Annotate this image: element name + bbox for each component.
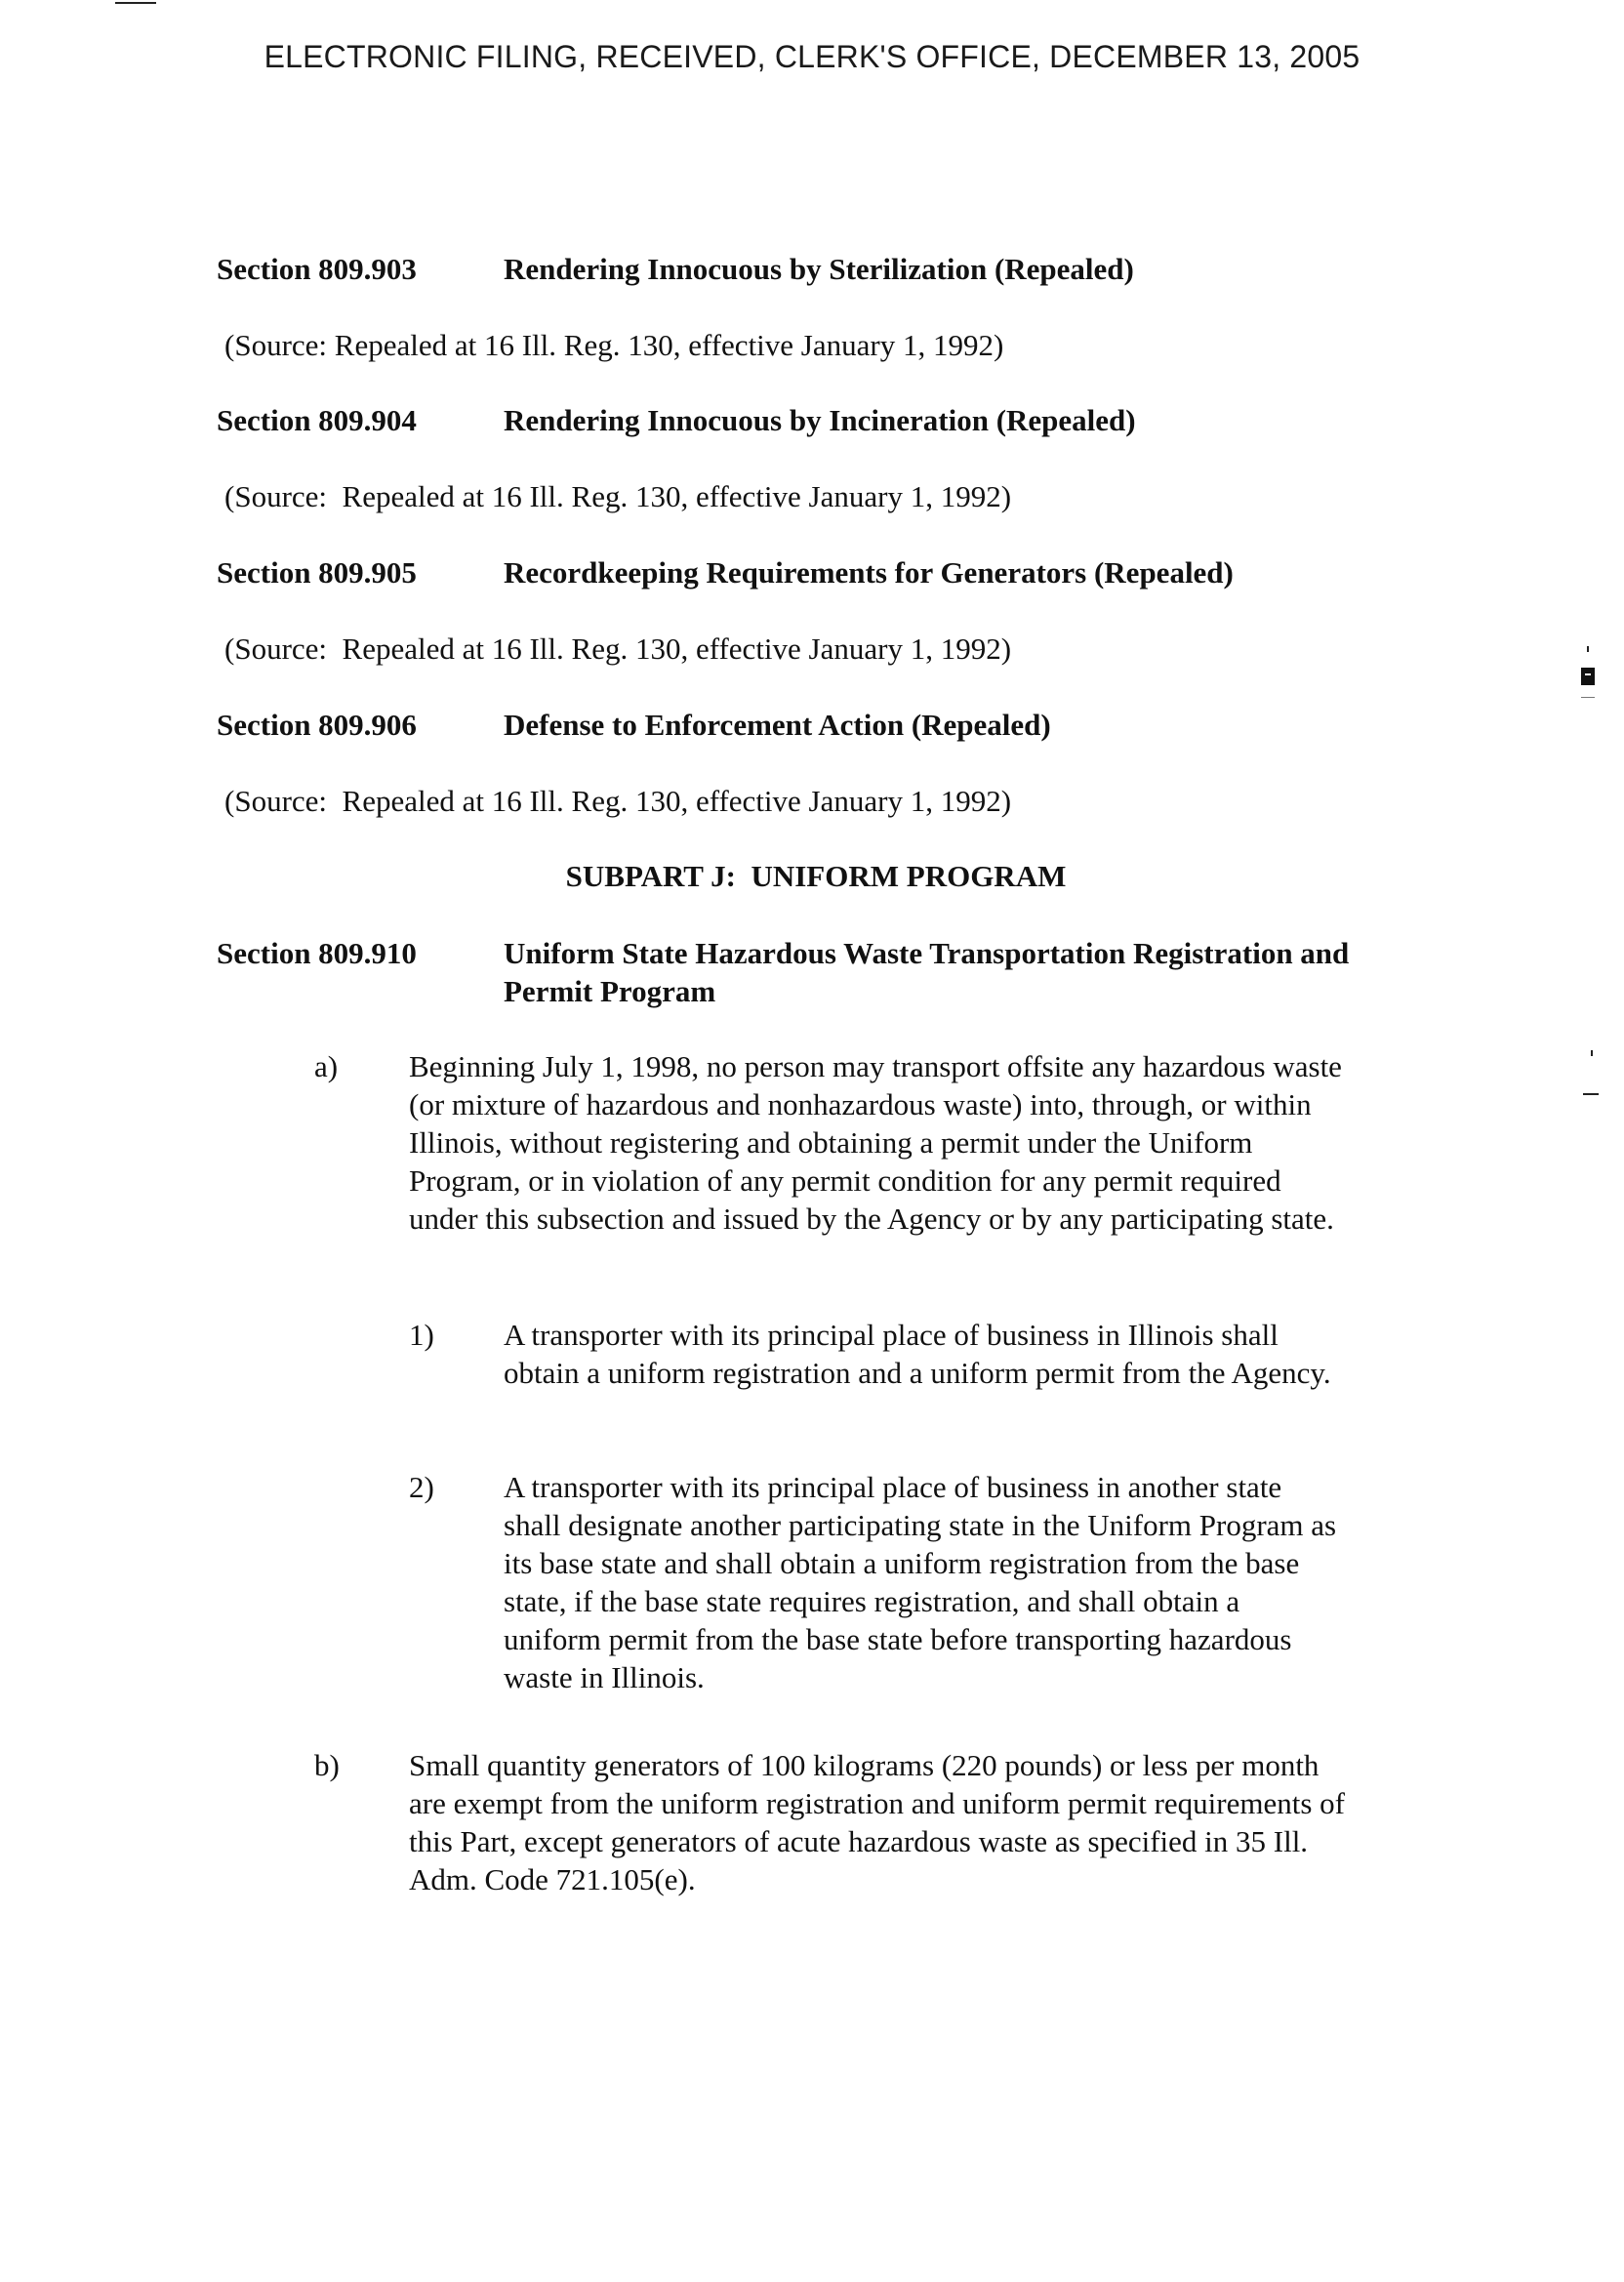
subsection-text: A transporter with its principal place of business in Illinois shall obtain a uniform registration and a uniform permit from the Agency. — [504, 1318, 1331, 1390]
subsection-text: Small quantity generators of 100 kilograms (220 pounds) or less per month are exempt from the uniform registration and uniform permit requirements of this Part, except generators of acute hazardous waste as specified in 35 Ill. Adm. Code 721.105(e). — [409, 1748, 1345, 1896]
scan-mark — [1583, 1093, 1599, 1095]
section-source-903: (Source: Repealed at 16 Ill. Reg. 130, effective January 1, 1992) — [224, 328, 1004, 362]
scan-mark — [115, 2, 156, 4]
subsection-label: 1) — [409, 1318, 434, 1352]
filing-stamp: ELECTRONIC FILING, RECEIVED, CLERK'S OFFICE, DECEMBER 13, 2005 — [264, 39, 1360, 74]
subsection-label: 2) — [409, 1470, 434, 1504]
scan-mark — [1581, 697, 1595, 698]
scan-mark — [1581, 668, 1595, 685]
section-title: Uniform State Hazardous Waste Transportation Registration and Permit Program — [504, 936, 1350, 1008]
subsection-label: b) — [314, 1748, 340, 1782]
subsection-text: A transporter with its principal place of business in another state shall designate another participating state in the Uniform Program as its base state and shall obtain a uniform registration from the base state, if the base state requires registration, and shall obtain a uniform permit from the base state before transporting hazardous waste in Illinois. — [504, 1470, 1337, 1694]
section-title: Recordkeeping Requirements for Generators (Repealed) — [504, 555, 1234, 590]
section-number: Section 809.905 — [217, 555, 417, 590]
section-number: Section 809.903 — [217, 252, 417, 286]
subsection-text: Beginning July 1, 1998, no person may transport offsite any hazardous waste (or mixture of hazardous and nonhazardous waste) into, through, or within Illinois, without registering and obtaining a permit under the Uniform Program, or in violation of any permit condition for any permit required under this subsection and issued by the Agency or by any participating state. — [409, 1049, 1342, 1236]
section-number: Section 809.906 — [217, 708, 417, 742]
section-source-906: (Source: Repealed at 16 Ill. Reg. 130, effective January 1, 1992) — [224, 784, 1012, 818]
section-title: Defense to Enforcement Action (Repealed) — [504, 708, 1051, 742]
subpart-heading: SUBPART J: UNIFORM PROGRAM — [565, 859, 1067, 893]
scan-mark — [1591, 1050, 1593, 1056]
section-title: Rendering Innocuous by Sterilization (Repealed) — [504, 252, 1134, 286]
section-source-904: (Source: Repealed at 16 Ill. Reg. 130, effective January 1, 1992) — [224, 479, 1012, 513]
section-source-905: (Source: Repealed at 16 Ill. Reg. 130, effective January 1, 1992) — [224, 632, 1012, 666]
section-number: Section 809.904 — [217, 403, 417, 437]
subsection-label: a) — [314, 1049, 339, 1083]
scan-mark — [1585, 673, 1591, 675]
section-number: Section 809.910 — [217, 936, 417, 970]
scan-mark — [1587, 646, 1589, 652]
section-title: Rendering Innocuous by Incineration (Repealed) — [504, 403, 1136, 437]
section-heading-910 — [217, 934, 1388, 1012]
